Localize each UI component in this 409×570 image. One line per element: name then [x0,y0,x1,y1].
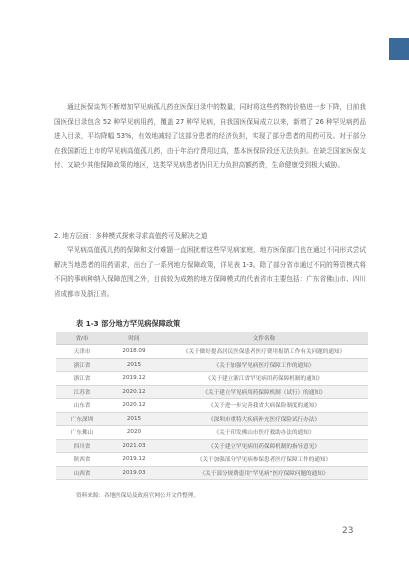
cell-province: 浙江省 [56,372,108,386]
table-row [56,385,368,399]
cell-time: 2019.03 [108,466,160,480]
cell-time: 2019.12 [108,453,160,467]
cell-document: 《关于建立罕见病用药保障机制的指导意见》 [160,439,368,453]
cell-time: 2020 [108,426,160,440]
source-note: 资料来源：各地医保局及政府官网公开文件整理。 [76,493,200,499]
cell-province: 山东省 [56,399,108,413]
cell-province: 江苏省 [56,385,108,399]
table-row [56,453,368,467]
cell-province: 浙江省 [56,358,108,372]
cell-time: 2019.12 [108,372,160,386]
header-province: 省/市 [56,332,108,345]
table-row [56,358,368,372]
cell-province: 四川省 [56,439,108,453]
cell-time: 2018.09 [108,345,160,359]
body-paragraph-1: 通过医保谈判不断增加罕见病孤儿药在医保目录中的数量，同时将这些药物的价格进一步下降，目前我国医保目录包含 52 种罕见病用药，覆盖 27 种罕见病，自我国医保局成立以来，新增了 26 种罕见病药品进入目录，平均降幅 53%，有效地减轻了这部分患者的经济负担，实现了部分患者的用药可及。对于部分在我国新近上市的罕见病高值孤儿药，由于年治疗费用过高，基本医保阶段还无法负担。在缺乏国家医保支付、又缺少其他保障政策的地区，这类罕见病患者仍旧无力负担高额药费，生命健康受到极大威胁。 [54,103,366,170]
table-row [56,345,368,359]
table-row [56,439,368,453]
header-document: 文件名称 [160,332,368,345]
cell-province: 山西省 [56,466,108,480]
cell-province: 广东佛山 [56,426,108,440]
cell-document: 《深圳市重特大疾病补充医疗保险试行办法》 [160,412,368,426]
cell-time: 2015 [108,412,160,426]
chapter-side-tab [389,38,409,60]
body-paragraph-2: 罕见病高值孤儿药的保障和支付难题一直困扰着这些罕见病家庭，地方医保部门也在通过不同形式尝试解决当地患者的用药需求，出台了一系列地方保障政策，详见表 1-3。除了部分省市通过不同的筹资模式将不同的事病种纳入保障范围之外，目前较为成熟的地方保障模式的代表省市主要包括：广东省佛山市、四川省成都市及浙江省。 [54,246,366,298]
table-header-row [56,332,368,345]
table-row [56,426,368,440]
section-subheading: 2. 地方层面：多种模式探索寻求高值药可及解决之道 [54,232,208,240]
table-title: 表 1-3 部分地方罕见病保障政策 [76,319,181,328]
cell-time: 2020.12 [108,385,160,399]
cell-province: 广东深圳 [56,412,108,426]
cell-document: 《关于加强部分罕见病参保患者医疗保障工作的通知》 [160,453,368,467]
policy-table [56,332,368,480]
cell-document: 《关于建立浙江省罕见病用药保障机制的通知》 [160,372,368,386]
cell-document: 《关于建立罕见病用药保障机制（试行）的通知》 [160,385,368,399]
cell-document: 《关于部分规费患用“罕见病”医疗保障问题的通知》 [160,466,368,480]
header-time: 时间 [108,332,160,345]
page-number: 23 [342,526,354,536]
cell-time: 2021.03 [108,439,160,453]
cell-document: 《关于做好提高居民医保患者医疗费用报销工作有关问题的通知》 [160,345,368,359]
cell-time: 2020.12 [108,399,160,413]
table-row [56,372,368,386]
cell-document: 《关于印发佛山市医疗救助办法的通知》 [160,426,368,440]
cell-province: 陕西省 [56,453,108,467]
cell-time: 2015 [108,358,160,372]
cell-province: 天津市 [56,345,108,359]
table-row [56,466,368,480]
table-row [56,412,368,426]
cell-document: 《关于进一步完善我省大病保险制度的通知》 [160,399,368,413]
table-row [56,399,368,413]
cell-document: 《关于加强罕见病医疗保障工作的通知》 [160,358,368,372]
